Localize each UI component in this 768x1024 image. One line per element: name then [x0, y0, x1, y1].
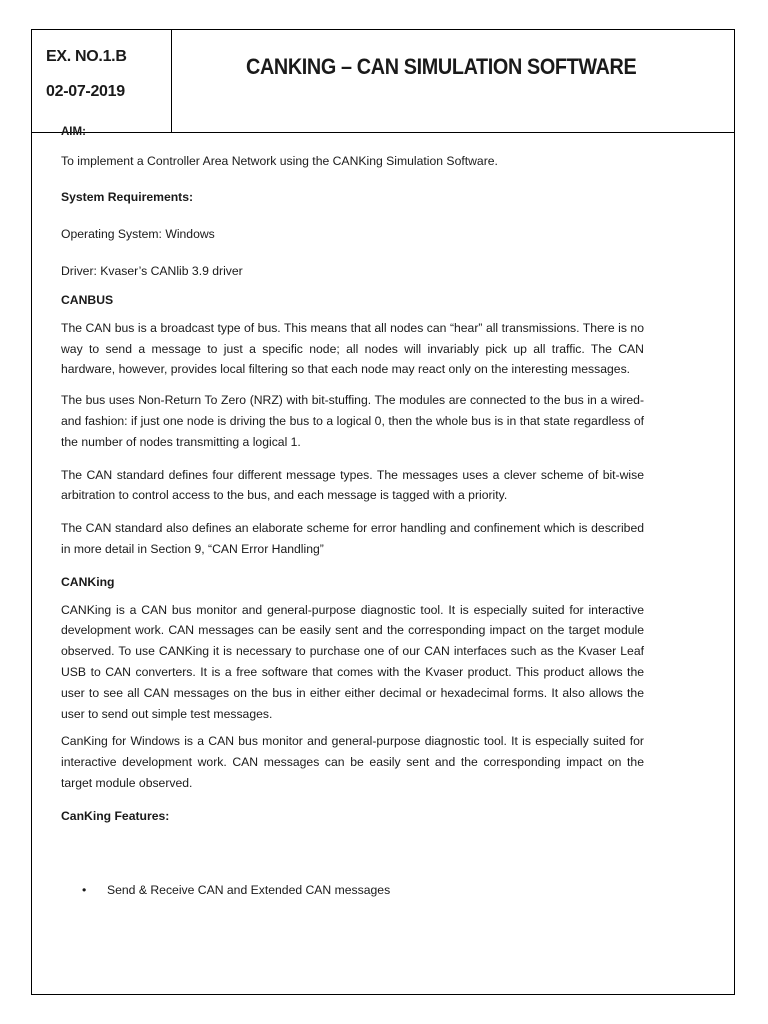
header-left-cell — [32, 30, 172, 132]
features-list-item — [82, 883, 390, 897]
driver-text: Driver: Kvaser’s CANlib 3.9 driver — [61, 264, 243, 279]
exercise-date: 02-07-2019 — [46, 83, 125, 100]
canbus-paragraph-3: The CAN standard defines four different message types. The messages uses a clever scheme of bit-wise arbitration to control access to the bus, and each message is tagged with a priority. — [61, 467, 644, 503]
feature-text: Send & Receive CAN and Extended CAN messages — [107, 883, 391, 897]
aim-text: To implement a Controller Area Network using the CANKing Simulation Software. — [61, 153, 498, 168]
bullet-icon: • — [82, 883, 87, 897]
canbus-paragraph-4: The CAN standard also defines an elaborate scheme for error handling and confinement which is described in more detail in Section 9, “CAN Error Handling” — [61, 521, 644, 556]
aim-heading: AIM: — [61, 126, 86, 138]
canbus-heading: CANBUS — [61, 292, 114, 307]
system-requirements-heading: System Requirements: — [61, 189, 194, 204]
canking-heading: CANKing — [61, 574, 115, 589]
canking-paragraph-2: CanKing for Windows is a CAN bus monitor and general-purpose diagnostic tool. It is especially suited for interactive development work. CAN messages can be easily sent and the corresponding impact on the target module observed. — [61, 734, 644, 790]
operating-system-text: Operating System: Windows — [61, 227, 215, 242]
exercise-number: EX. NO.1.B — [46, 48, 127, 65]
canbus-paragraph-1: The CAN bus is a broadcast type of bus. This means that all nodes can “hear” all transmissions. There is no way to send a message to just a specific node; all nodes will invariably pick up all traffic. The CAN hardware, however, provides local filtering so that each node may react only on the interesting messages. — [61, 320, 644, 377]
canking-features-heading: CanKing Features: — [61, 808, 170, 823]
document-body — [61, 122, 644, 827]
header-table — [32, 30, 734, 133]
canking-paragraph-1: CANKing is a CAN bus monitor and general-purpose diagnostic tool. It is especially suited for interactive development work. CAN messages can be easily sent and the corresponding impact on the target module observed. To use CANKing it is necessary to purchase one of our CAN interfaces such as the Kvaser Leaf USB to CAN converters. It is a free software that comes with the Kvaser product. This product allows the user to see all CAN messages on the bus in either either decimal or hexadecimal forms. It also allows the user to send out simple test messages. — [61, 602, 644, 721]
canbus-paragraph-2: The bus uses Non-Return To Zero (NRZ) with bit-stuffing. The modules are connected to the bus in a wired-and fashion: if just one node is driving the bus to a logical 0, then the whole bus is in that state regardless of the number of nodes transmitting a logical 1. — [61, 393, 644, 449]
document-title: CANKING – CAN SIMULATION SOFTWARE — [246, 54, 637, 79]
